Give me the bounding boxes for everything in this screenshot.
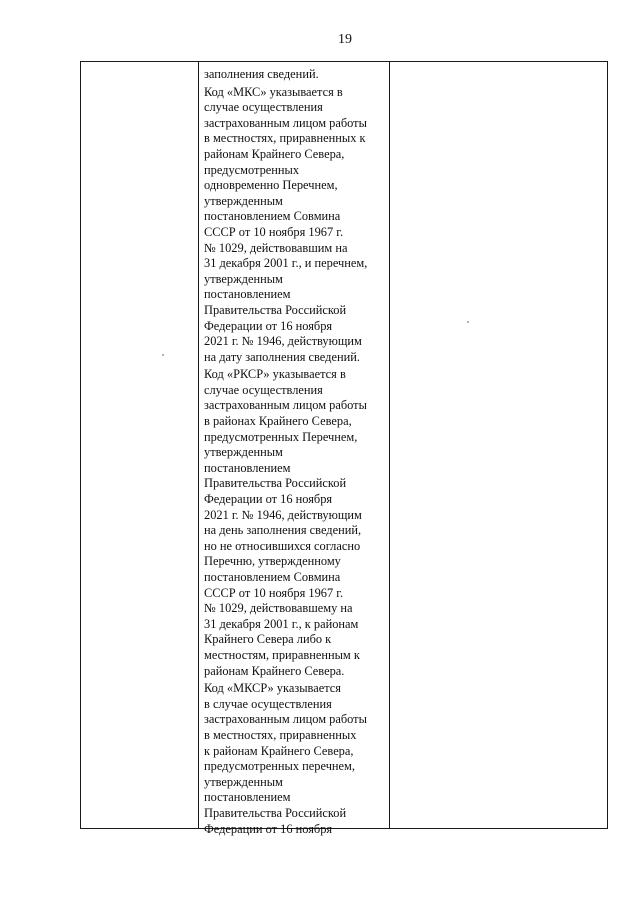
- text-line: застрахованным лицом работы: [204, 712, 367, 727]
- text-line: Федерации от 16 ноября: [204, 492, 333, 507]
- text-line: утвержденным: [204, 193, 283, 208]
- text-line: одновременно Перечнем,: [204, 178, 338, 193]
- text-line: № 1029, действовавшим на: [204, 240, 348, 255]
- text-line: в случае осуществления: [204, 696, 332, 711]
- text-line: застрахованным лицом работы: [204, 115, 367, 130]
- text-line: 31 декабря 2001 г., и перечнем,: [204, 256, 368, 271]
- text-line: местностям, приравненным к: [204, 647, 360, 662]
- text-line: утвержденным: [204, 445, 283, 460]
- text-paragraph: [204, 67, 389, 83]
- text-line: Код «РКСР» указывается в: [204, 367, 346, 382]
- text-line: на дату заполнения сведений.: [204, 349, 360, 364]
- text-line: случае осуществления: [204, 382, 323, 397]
- text-line: постановлением Совмина: [204, 570, 341, 584]
- text-line: в районах Крайнего Севера,: [204, 414, 352, 429]
- text-line: СССР от 10 ноября 1967 г.: [204, 585, 344, 600]
- text-line: Код «МКС» указывается в: [204, 84, 343, 99]
- text-line: к районам Крайнего Севера,: [204, 743, 354, 758]
- text-line: постановлением: [204, 460, 291, 475]
- text-paragraph: [204, 681, 389, 837]
- text-line: № 1029, действовавшему на: [204, 601, 353, 616]
- text-line: Правительства Российской: [204, 805, 347, 820]
- document-table: [80, 61, 608, 836]
- text-line: Правительства Российской: [204, 476, 347, 491]
- text-line: в местностях, приравненных: [204, 727, 357, 742]
- text-paragraph: [204, 85, 389, 366]
- text-line: Код «МКСР» указывается: [204, 681, 342, 696]
- scan-speck: [467, 321, 469, 323]
- scan-speck: [162, 354, 164, 356]
- text-line: предусмотренных: [204, 162, 300, 177]
- text-line: застрахованным лицом работы: [204, 398, 367, 413]
- text-line: заполнения сведений.: [204, 67, 319, 81]
- text-line: 2021 г. № 1946, действующим: [204, 334, 362, 349]
- text-line: случае осуществления: [204, 100, 323, 115]
- text-paragraph: [204, 367, 389, 679]
- text-line: но не относившихся согласно: [204, 538, 361, 553]
- text-line: постановлением: [204, 790, 291, 805]
- text-line: предусмотренных перечнем,: [204, 759, 355, 774]
- text-line: Крайнего Севера либо к: [204, 632, 332, 647]
- text-line: Перечню, утвержденному: [204, 554, 341, 569]
- text-line: утвержденным: [204, 271, 283, 286]
- text-line: 2021 г. № 1946, действующим: [204, 507, 362, 522]
- table-cell-middle: [204, 67, 389, 839]
- column-divider-right: [389, 62, 390, 828]
- text-line: Федерации от 16 ноября: [204, 821, 333, 836]
- text-line: в местностях, приравненных к: [204, 131, 366, 146]
- column-divider-left: [198, 62, 199, 828]
- text-line: 31 декабря 2001 г., к районам: [204, 616, 359, 631]
- text-line: утвержденным: [204, 774, 283, 789]
- text-line: на день заполнения сведений,: [204, 523, 362, 538]
- page-number: 19: [338, 32, 352, 47]
- text-line: постановлением Совмина: [204, 209, 341, 224]
- text-line: постановлением: [204, 287, 291, 302]
- text-line: районам Крайнего Севера.: [204, 663, 345, 678]
- text-line: Федерации от 16 ноября: [204, 318, 333, 333]
- text-line: районам Крайнего Севера,: [204, 146, 345, 161]
- text-line: предусмотренных Перечнем,: [204, 429, 358, 444]
- text-line: СССР от 10 ноября 1967 г.: [204, 224, 344, 239]
- text-line: Правительства Российской: [204, 302, 347, 317]
